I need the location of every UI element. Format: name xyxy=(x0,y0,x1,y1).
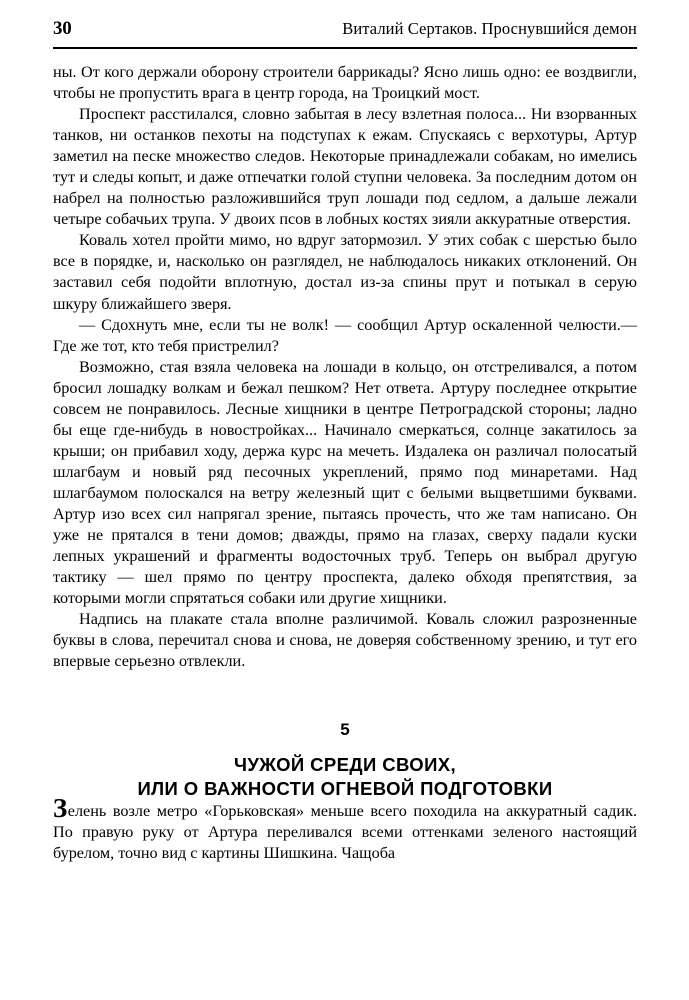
paragraph: Коваль хотел пройти мимо, но вдруг затормозил. У этих собак с шерстью было все в порядке, и, насколько он разглядел, не наблюдалось никаких отклонений. Он заставил себя подойти вплотную, достал из-за спины прут и потыкал в серую шкуру ближайшего зверя. xyxy=(53,231,637,313)
paragraph: Возможно, стая взяла человека на лошади в кольцо, он отстреливался, а потом бросил лошадку волкам и бежал пешком? Нет ответа. Артуру последнее открытие совсем не понравилось. Лесные хищники в центре Петроградской стороны; ладно бы еще где-нибудь в новостройках... Начинало смеркаться, солнце закатилось за крыши; он прибавил ходу, держа курс на мечеть. Издалека он различал полосатый шлагбаум и новый ряд песочных укреплений, прямо под минаретами. Над шлагбаумом полоскался на ветру железный щит с белыми выцветшими буквами. Артур изо всех сил напрягал зрение, пытаясь прочесть, что же там написано. Он уже не прятался в тени домов; дважды, прямо на глазах, сверху падали куски лепных украшений и фрагменты водосточных труб. Теперь он выбрал другую тактику — шел прямо по центру проспекта, далеко обходя препятствия, за которыми могли спрятаться собаки или другие хищники. xyxy=(53,357,637,608)
paragraph-dialogue: — Сдохнуть мне, если ты не волк! — сообщил Артур оскаленной челюсти.— Где же тот, кто тебя пристрелил? xyxy=(53,315,637,355)
chapter-title-line-2: ИЛИ О ВАЖНОСТИ ОГНЕВОЙ ПОДГОТОВКИ xyxy=(137,778,553,800)
chapter-title xyxy=(53,753,637,801)
paragraph: Надпись на плакате стала вполне различимой. Коваль сложил разрозненные буквы в слова, перечитал снова и снова, не доверяя собственному зрению, и тут его впервые серьезно отвлекли. xyxy=(53,610,637,671)
chapter-heading xyxy=(53,720,637,801)
page-number: 30 xyxy=(53,18,72,39)
chapter-number: 5 xyxy=(340,720,350,740)
chapter-title-line-1: ЧУЖОЙ СРЕДИ СВОИХ, xyxy=(233,754,457,776)
text-column xyxy=(53,62,637,865)
paragraph: ны. От кого держали оборону строители баррикады? Ясно лишь одно: ее воздвигли, чтобы не пропустить врага в центр города, на Троицкий мост. xyxy=(53,63,637,103)
header-divider xyxy=(53,47,637,49)
running-title: Виталий Сертаков. Проснувшийся демон xyxy=(342,19,637,38)
running-head xyxy=(53,18,637,40)
opening-paragraph-text: елень возле метро «Горьковская» меньше всего походила на аккуратный садик. По правую руку от Артура переливался всеми оттенками зеленого настоящий бурелом, точно вид с картины Шишкина. Чащоба xyxy=(53,802,637,863)
paragraph: Проспект расстилался, словно забытая в лесу взлетная полоса... Ни взорванных танков, ни останков пехоты на подступах к ежам. Спускаясь с верхотуры, Артур заметил на песке множество следов. Некоторые принадлежали собакам, но имелись тут и следы копыт, и даже отпечатки голой ступни человека. За последним дотом он набрел на полностью разложившийся труп лошади под седлом, а дальше лежали четыре собачьих трупа. У двоих псов в лобных костях зияли аккуратные отверстия. xyxy=(53,105,637,229)
drop-cap: З xyxy=(53,793,68,824)
opening-paragraph xyxy=(53,793,637,864)
